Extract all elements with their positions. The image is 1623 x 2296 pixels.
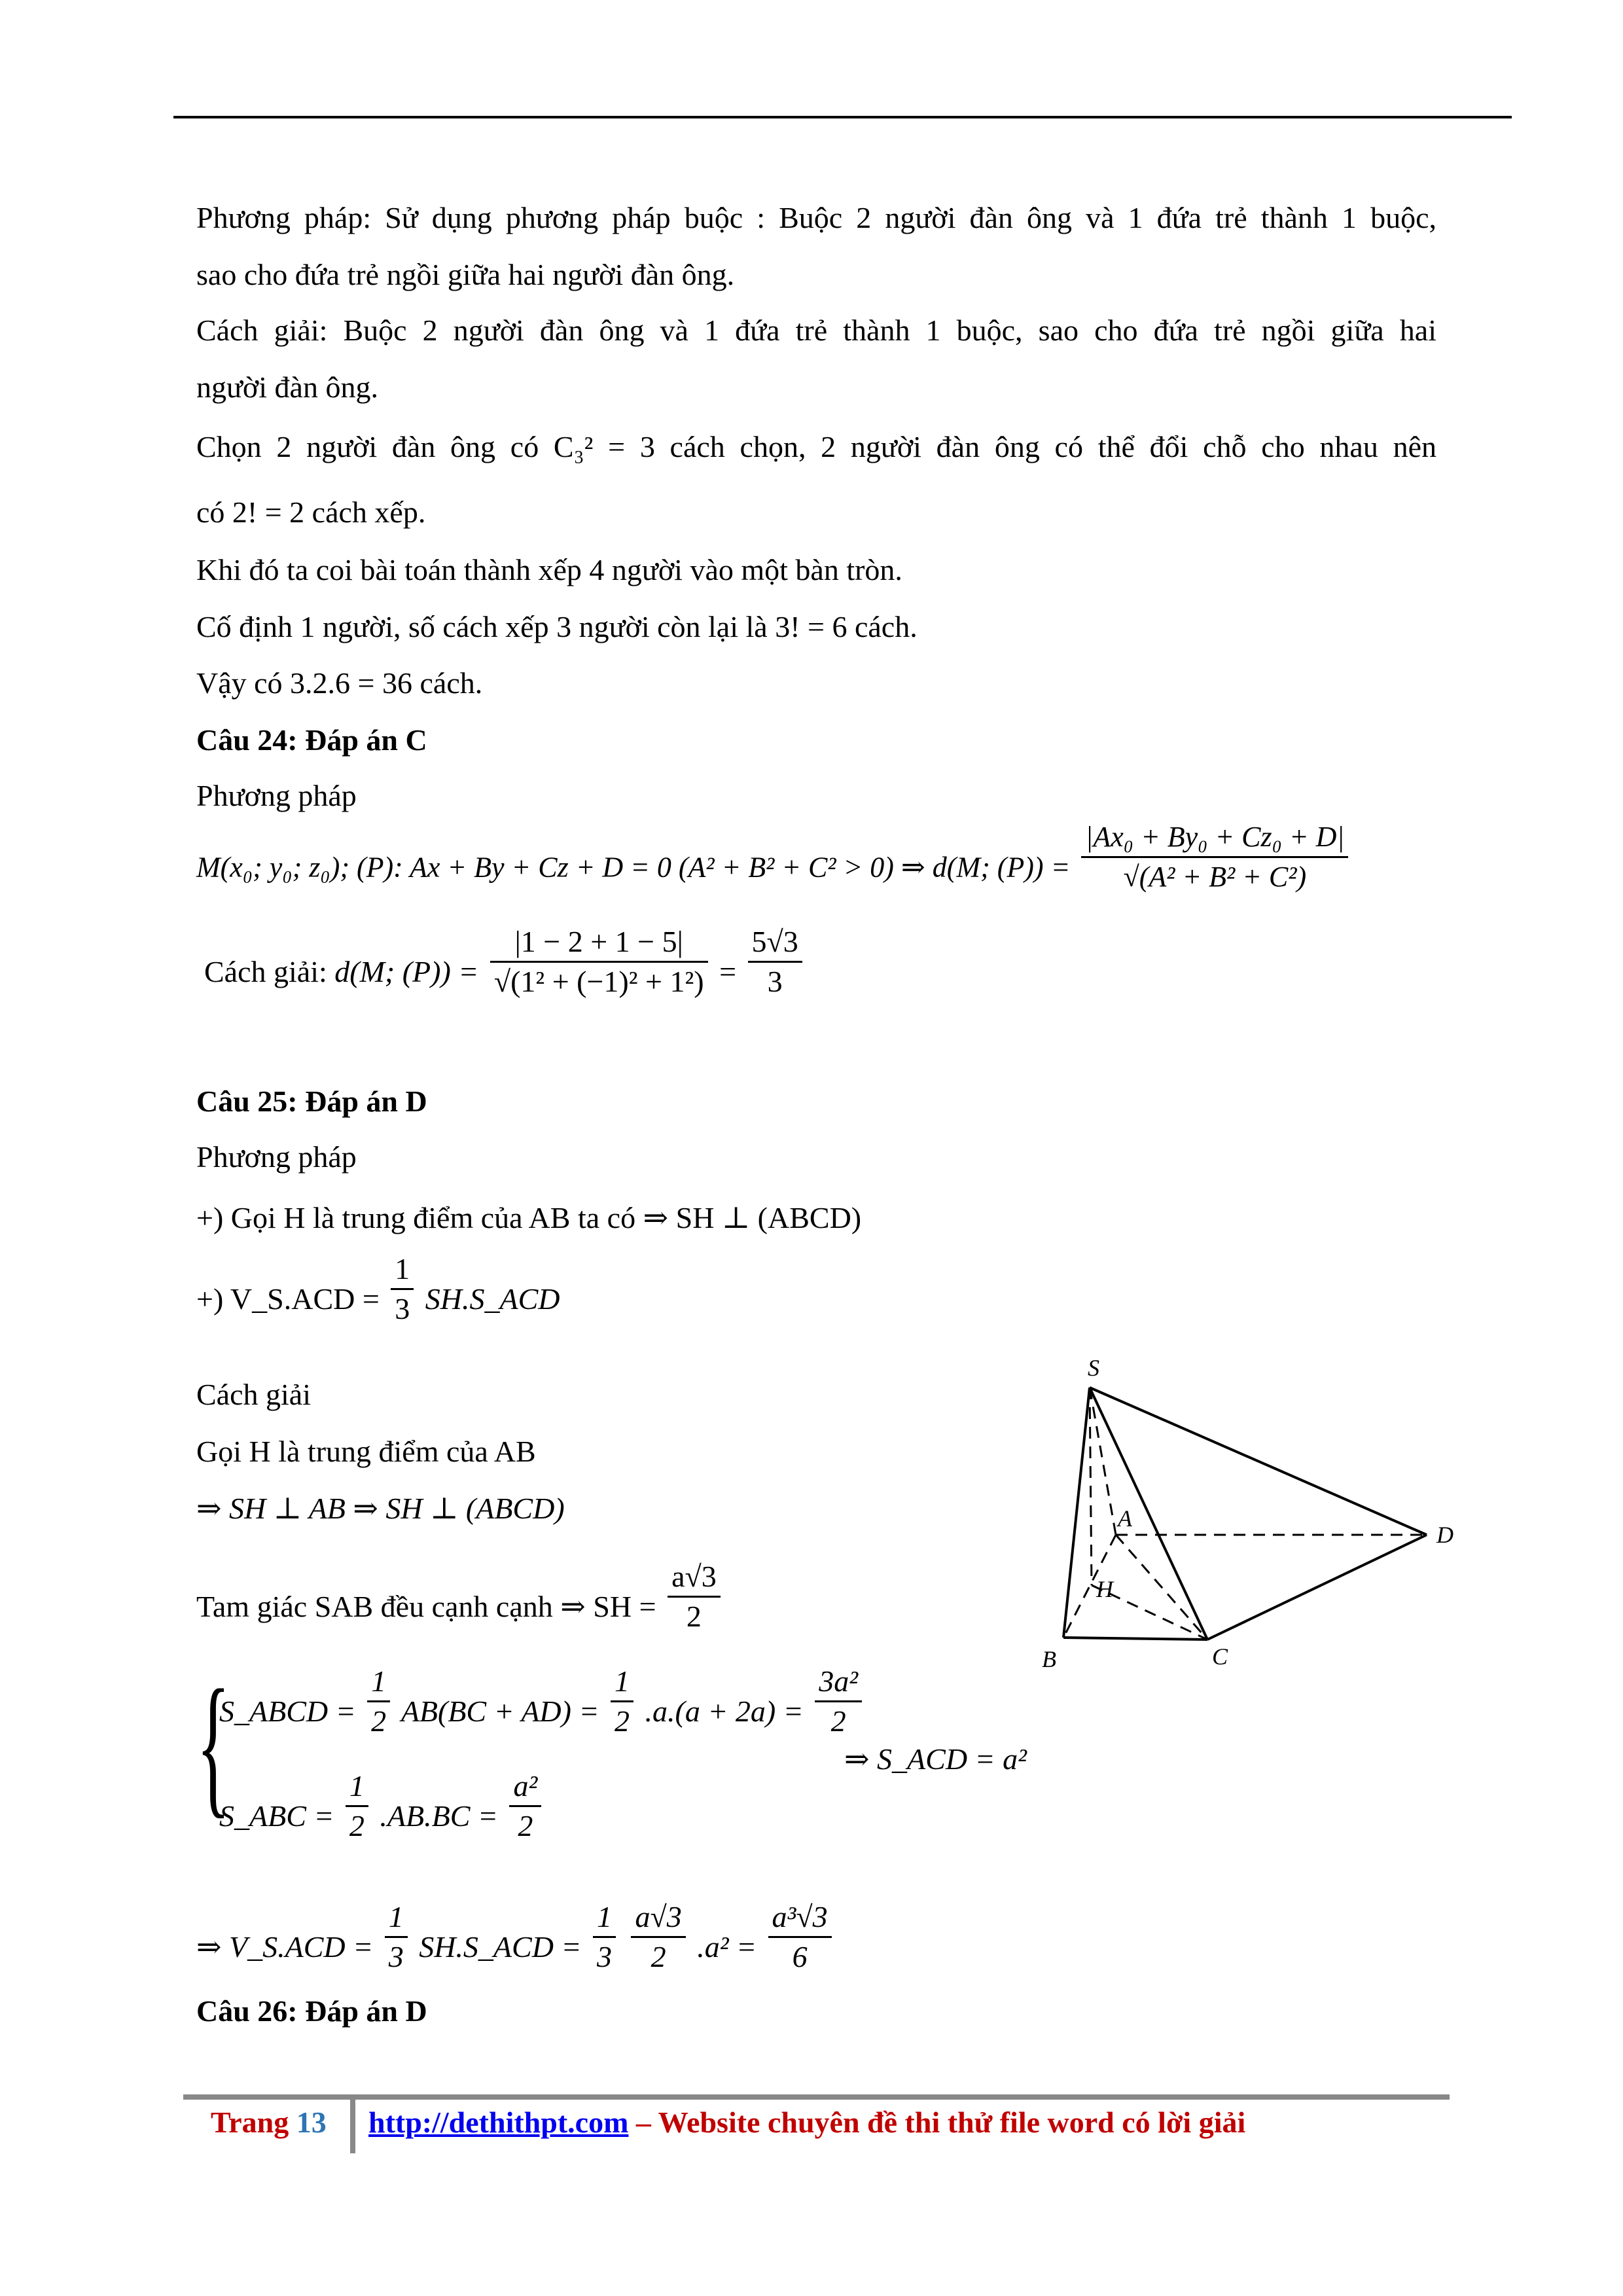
q25-sh-fraction	[668, 1558, 721, 1636]
q25-final-res-den: 6	[792, 1940, 808, 1973]
q25-method-step2	[196, 1252, 560, 1328]
pyramid-figure	[1034, 1348, 1492, 1689]
q25-sabcd-mid: AB(BC + AD) =	[401, 1695, 599, 1729]
q25-sabc-lhs: S_ABC =	[219, 1799, 334, 1833]
q26-heading: Câu 26: Đáp án D	[196, 1994, 427, 2028]
footer-tagline: – Website chuyên đề thi thử file word có lời giải	[635, 2106, 1246, 2139]
q25-solution-step3	[196, 1560, 724, 1636]
q25-third2-den: 3	[596, 1940, 612, 1973]
q24-formula-denominator: √(A² + B² + C²)	[1123, 861, 1307, 893]
edge-sd	[1090, 1388, 1427, 1535]
q24-method-label: Phương pháp	[196, 779, 357, 812]
footer-separator	[350, 2100, 355, 2153]
edge-sa	[1090, 1388, 1116, 1535]
q25-volume-frac-den: 3	[395, 1292, 410, 1325]
system-brace: {	[196, 1657, 230, 1831]
q25-system-eq1	[219, 1664, 866, 1740]
q25-sabc-res-num: a²	[509, 1767, 541, 1807]
paragraph-solution-line1: Cách giải: Buộc 2 người đàn ông và 1 đứa trẻ thành 1 buộc, sao cho đứa trẻ ngồi giữa hai	[196, 314, 1436, 347]
q25-volume-frac-num: 1	[391, 1250, 414, 1290]
q25-sh-num: a√3	[668, 1558, 721, 1598]
q25-half-den: 2	[371, 1704, 387, 1738]
q25-half-num: 1	[367, 1662, 390, 1702]
footer-link[interactable]: http://dethithpt.com	[368, 2106, 629, 2139]
q24-solution-numerator: |1 − 2 + 1 − 5|	[490, 923, 708, 963]
q25-sabc-res-den: 2	[518, 1809, 533, 1842]
q25-final-lhs: ⇒ V_S.ACD =	[196, 1930, 374, 1964]
q24-formula-fraction	[1081, 818, 1348, 896]
q25-final-a-num: a√3	[631, 1898, 685, 1938]
q25-final-a-den: 2	[651, 1940, 666, 1973]
q25-sabcd-res-num: 3a²	[815, 1662, 862, 1702]
q25-final-third2	[593, 1898, 616, 1976]
paragraph-round-table: Khi đó ta coi bài toán thành xếp 4 người vào một bàn tròn.	[196, 553, 902, 586]
q24-solution	[204, 925, 806, 1001]
q25-third-num: 1	[385, 1898, 408, 1938]
footer-page	[211, 2105, 327, 2140]
q24-formula	[196, 821, 1352, 896]
header-rule	[173, 116, 1512, 118]
q25-sabcd-lhs: S_ABCD =	[219, 1695, 356, 1729]
q24-result-numerator: 5√3	[748, 923, 802, 963]
q25-sabcd-res-den: 2	[830, 1704, 846, 1738]
paragraph-solution-line2: người đàn ông.	[196, 370, 378, 404]
label-d: D	[1436, 1522, 1454, 1548]
q25-sabc-half	[346, 1767, 368, 1845]
paragraph-answer-count: Vậy có 3.2.6 = 36 cách.	[196, 666, 483, 700]
q25-solution-step1: Gọi H là trung điểm của AB	[196, 1435, 536, 1468]
q25-sabcd-half2	[611, 1662, 633, 1740]
q25-third-den: 3	[388, 1940, 404, 1973]
label-c: C	[1212, 1643, 1228, 1670]
label-a: A	[1118, 1505, 1132, 1532]
footer-page-number: 13	[296, 2106, 327, 2139]
q24-formula-left: M(x₀; y₀; z₀); (P): Ax + By + Cz + D = 0 (A² + B² + C² > 0) ⇒ d(M; (P)) =	[196, 851, 1071, 884]
q25-sabcd-mid2: .a.(a + 2a) =	[645, 1695, 804, 1729]
q25-final-tail: .a² =	[697, 1930, 757, 1964]
q25-sabc-result	[509, 1767, 541, 1845]
edge-bc	[1063, 1638, 1207, 1640]
q24-heading: Câu 24: Đáp án C	[196, 723, 427, 757]
q25-final-third	[385, 1898, 408, 1976]
q25-sabcd-result	[815, 1662, 862, 1740]
q25-half2-den: 2	[615, 1704, 630, 1738]
q24-solution-label: Cách giải:	[204, 955, 327, 989]
paragraph-choose-line2: có 2! = 2 cách xếp.	[196, 495, 426, 529]
q25-volume-fraction	[391, 1250, 414, 1328]
q25-final-mid: SH.S_ACD =	[419, 1930, 582, 1964]
q25-sacd-result: ⇒ S_ACD = a²	[844, 1742, 1027, 1776]
paragraph-method-line1: Phương pháp: Sử dụng phương pháp buộc : Buộc 2 người đàn ông và 1 đứa trẻ thành 1 buộc,	[196, 201, 1436, 234]
q25-solution-step2: ⇒ SH ⊥ AB ⇒ SH ⊥ (ABCD)	[196, 1492, 565, 1525]
q25-sabc-mid: .AB.BC =	[380, 1799, 498, 1833]
q24-solution-fraction	[490, 923, 708, 1001]
q25-system-eq2	[219, 1769, 545, 1845]
label-b: B	[1042, 1646, 1056, 1672]
q25-sh-den: 2	[686, 1600, 702, 1633]
edge-sb	[1063, 1388, 1090, 1638]
q24-solution-result	[748, 923, 802, 1001]
q24-result-denominator: 3	[767, 965, 783, 998]
label-h: H	[1096, 1576, 1113, 1602]
q25-solution-label: Cách giải	[196, 1378, 311, 1411]
q25-volume-rhs: SH.S_ACD	[425, 1282, 560, 1316]
q25-half2-num: 1	[611, 1662, 633, 1702]
q25-final	[196, 1900, 836, 1976]
q25-final-res-num: a³√3	[768, 1898, 832, 1938]
paragraph-fix-one: Cố định 1 người, số cách xếp 3 người còn lại là 3! = 6 cách.	[196, 610, 918, 643]
footer-text	[368, 2105, 1245, 2140]
q25-sabc-half-num: 1	[346, 1767, 368, 1807]
q25-method-step1: +) Gọi H là trung điểm của AB ta có ⇒ SH ⊥ (ABCD)	[196, 1201, 862, 1234]
edge-ac	[1116, 1535, 1207, 1640]
q24-solution-denominator: √(1² + (−1)² + 1²)	[493, 965, 704, 998]
q24-solution-lhs: d(M; (P)) =	[334, 955, 479, 989]
q25-method-label: Phương pháp	[196, 1140, 357, 1174]
q25-final-a	[631, 1898, 685, 1976]
label-s: S	[1088, 1355, 1099, 1381]
paragraph-method-line2: sao cho đứa trẻ ngồi giữa hai người đàn ông.	[196, 258, 735, 291]
footer-rule	[183, 2094, 1450, 2100]
edge-sh	[1090, 1388, 1092, 1585]
q25-sh-lhs: Tam giác SAB đều cạnh cạnh ⇒ SH =	[196, 1590, 656, 1624]
q25-heading: Câu 25: Đáp án D	[196, 1085, 427, 1118]
q25-sabc-half-den: 2	[349, 1809, 365, 1842]
edge-cd	[1207, 1535, 1427, 1640]
q25-volume-lhs: +) V_S.ACD =	[196, 1282, 380, 1316]
q24-formula-numerator: |Ax₀ + By₀ + Cz₀ + D|	[1081, 818, 1348, 858]
q25-third2-num: 1	[593, 1898, 616, 1938]
q25-sabcd-half	[367, 1662, 390, 1740]
q25-final-result	[768, 1898, 832, 1976]
footer-page-label: Trang	[211, 2106, 289, 2139]
q24-solution-equals: =	[719, 955, 737, 989]
paragraph-choose-line1: Chọn 2 người đàn ông có C₃² = 3 cách chọn, 2 người đàn ông có thể đổi chỗ cho nhau nên	[196, 430, 1436, 463]
